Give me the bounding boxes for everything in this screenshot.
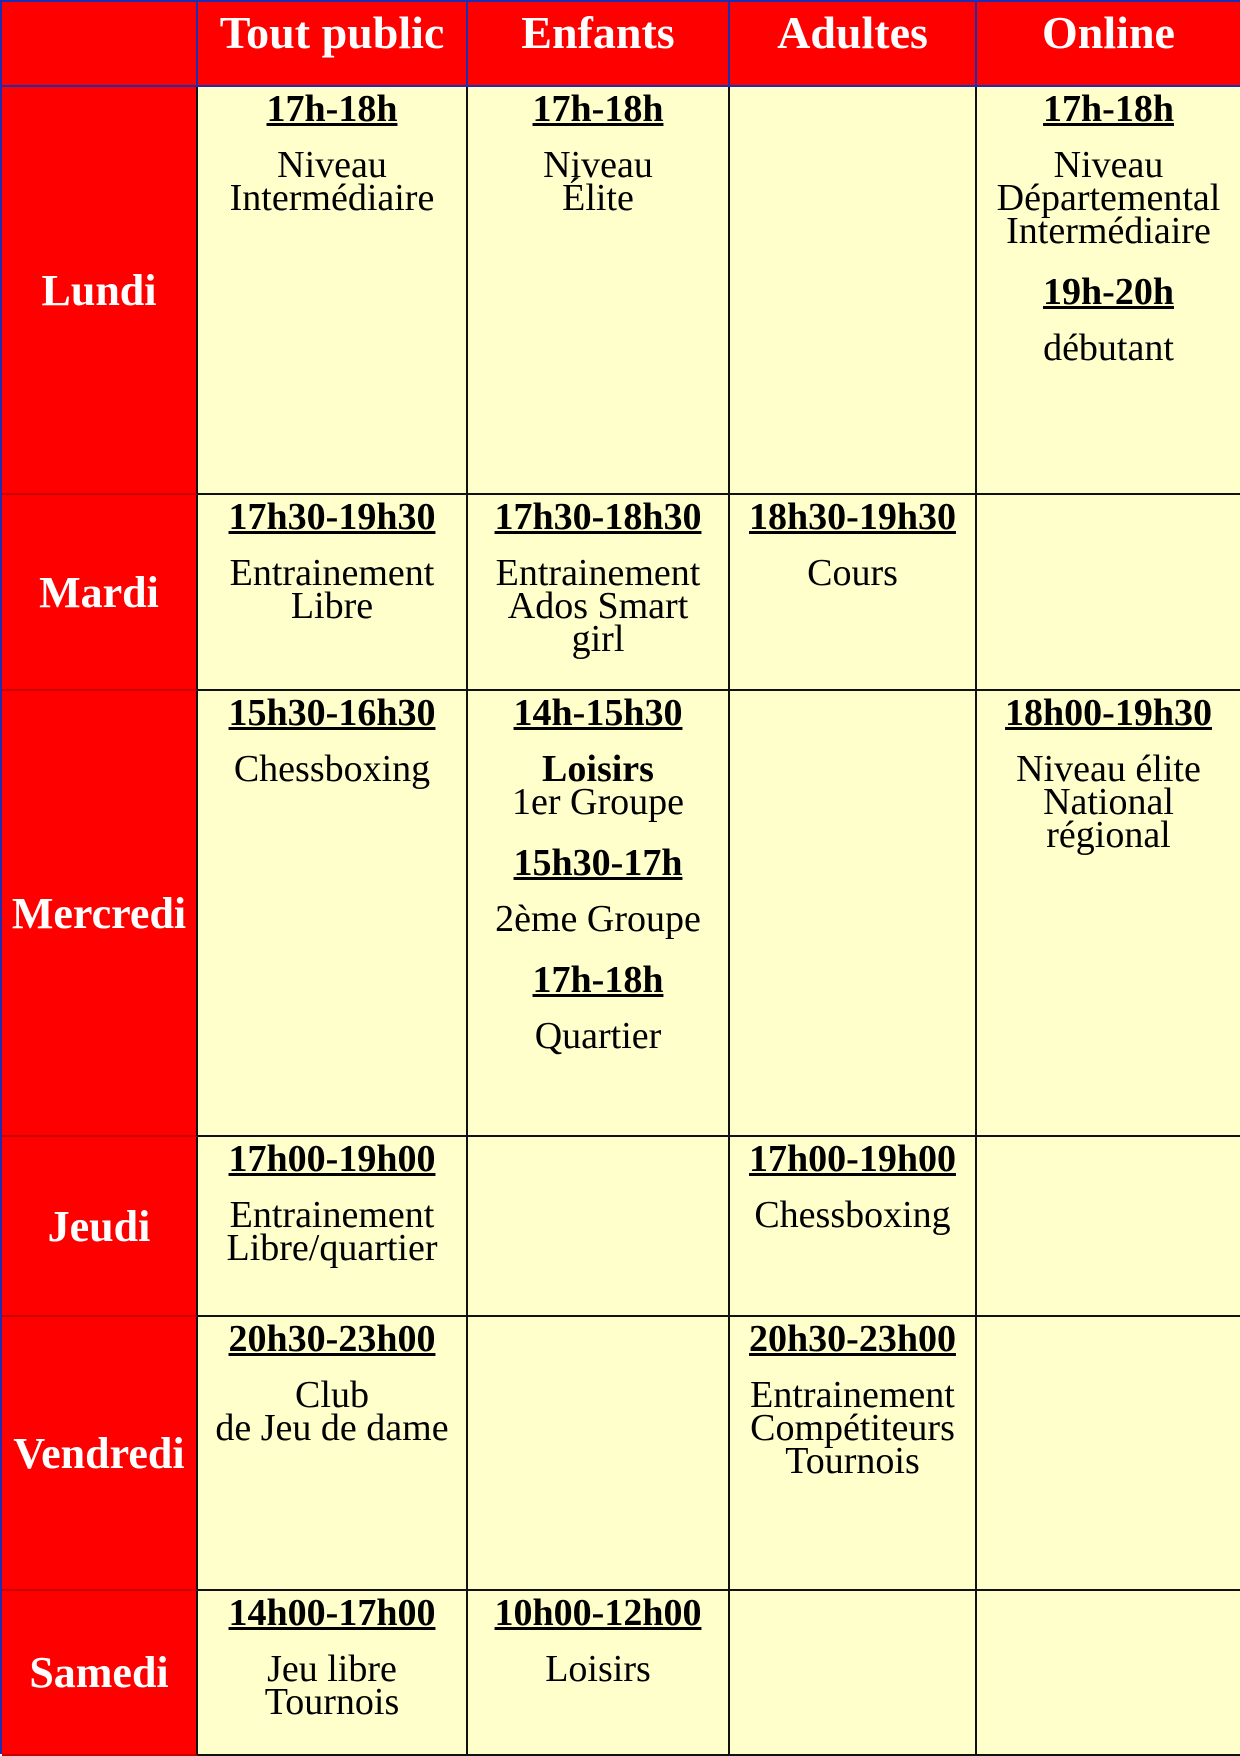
header-enfants: Enfants (468, 2, 730, 87)
slot-line: de Jeu de dame (215, 1407, 449, 1449)
slot-line: débutant (1043, 327, 1174, 369)
cell-lundi-tout-public (198, 87, 468, 495)
slot-description (198, 552, 466, 627)
cell-mercredi-tout-public (198, 691, 468, 1137)
slot-line: girl (571, 618, 625, 660)
slot-line: Élite (562, 177, 634, 219)
slot-time: 17h30-19h30 (228, 496, 436, 538)
slot-description (198, 144, 466, 219)
cell-mardi-tout-public (198, 495, 468, 691)
slot-line: Intermédiaire (229, 177, 435, 219)
slot-time: 20h30-23h00 (228, 1318, 436, 1360)
slot-description (977, 144, 1240, 252)
slot-strong-label: Loisirs (542, 748, 654, 790)
slot-description (468, 552, 728, 660)
cell-jeudi-enfants (468, 1137, 730, 1317)
slot-description (198, 748, 466, 790)
schedule-slot (730, 496, 975, 594)
slot-description (730, 552, 975, 594)
cell-jeudi-tout-public (198, 1137, 468, 1317)
slot-description (468, 748, 728, 823)
slot-line: Niveau élite (1016, 748, 1201, 790)
slot-description (468, 898, 728, 940)
slot-line: Quartier (534, 1015, 662, 1057)
slot-time: 17h00-19h00 (749, 1138, 956, 1180)
schedule-slot (198, 496, 466, 627)
cell-samedi-tout-public (198, 1591, 468, 1756)
slot-description (468, 1648, 728, 1690)
slot-time: 20h30-23h00 (749, 1318, 956, 1360)
cell-vendredi-adultes (730, 1317, 977, 1591)
cell-mercredi-enfants (468, 691, 730, 1137)
slot-description (468, 1015, 728, 1057)
cell-lundi-adultes (730, 87, 977, 495)
slot-time: 17h-18h (532, 88, 664, 130)
cell-vendredi-tout-public (198, 1317, 468, 1591)
slot-line: Compétiteurs (750, 1407, 955, 1449)
slot-time: 17h-18h (532, 959, 664, 1001)
slot-time: 14h-15h30 (513, 692, 683, 734)
slot-line: régional (1046, 814, 1171, 856)
cell-vendredi-enfants (468, 1317, 730, 1591)
schedule-slot (468, 496, 728, 660)
cell-samedi-enfants (468, 1591, 730, 1756)
slot-description (977, 327, 1240, 369)
slot-description (977, 748, 1240, 856)
cell-mardi-online (977, 495, 1240, 691)
slot-time: 14h00-17h00 (228, 1592, 436, 1634)
slot-line: 1er Groupe (512, 781, 684, 823)
day-label-jeudi: Jeudi (2, 1137, 198, 1317)
schedule-slot (198, 88, 466, 219)
slot-line: Loisirs (545, 1648, 651, 1690)
header-tout-public: Tout public (198, 2, 468, 87)
slot-description (198, 1374, 466, 1449)
schedule-slot (468, 959, 728, 1057)
slot-line: Niveau (543, 144, 653, 186)
slot-line: Chessboxing (754, 1194, 951, 1236)
slot-description (198, 1648, 466, 1723)
day-label-vendredi: Vendredi (2, 1317, 198, 1591)
cell-mercredi-online (977, 691, 1240, 1137)
schedule-slot (198, 1318, 466, 1449)
slot-line: Entrainement (229, 552, 435, 594)
day-label-lundi: Lundi (2, 87, 198, 495)
slot-line: Niveau (1053, 144, 1164, 186)
day-label-mardi: Mardi (2, 495, 198, 691)
slot-time: 17h00-19h00 (228, 1138, 436, 1180)
slot-line: Jeu libre (267, 1648, 397, 1690)
cell-samedi-online (977, 1591, 1240, 1756)
slot-description (198, 1194, 466, 1269)
cell-lundi-online (977, 87, 1240, 495)
schedule-slot (468, 88, 728, 219)
cell-jeudi-adultes (730, 1137, 977, 1317)
slot-line: Ados Smart (507, 585, 689, 627)
cell-samedi-adultes (730, 1591, 977, 1756)
header-adultes: Adultes (730, 2, 977, 87)
schedule-slot (977, 271, 1240, 369)
cell-jeudi-online (977, 1137, 1240, 1317)
slot-time: 10h00-12h00 (494, 1592, 702, 1634)
slot-line: National (1043, 781, 1174, 823)
slot-line: Départemental (996, 177, 1221, 219)
cell-vendredi-online (977, 1317, 1240, 1591)
day-label-mercredi: Mercredi (2, 691, 198, 1137)
schedule-slot (977, 88, 1240, 252)
day-label-samedi: Samedi (2, 1591, 198, 1756)
header-corner (2, 2, 198, 87)
slot-description (468, 144, 728, 219)
slot-time: 15h30-16h30 (228, 692, 436, 734)
slot-line: 2ème Groupe (495, 898, 701, 940)
schedule-slot (468, 842, 728, 940)
slot-time: 19h-20h (1043, 271, 1174, 313)
schedule-slot (977, 692, 1240, 856)
slot-line: Entrainement (750, 1374, 955, 1416)
slot-description (730, 1194, 975, 1236)
slot-time: 18h00-19h30 (1005, 692, 1212, 734)
schedule-slot (198, 692, 466, 790)
cell-mardi-enfants (468, 495, 730, 691)
slot-line: Tournois (264, 1681, 400, 1723)
slot-line: Libre/quartier (226, 1227, 438, 1269)
schedule-slot (468, 692, 728, 823)
slot-line: Cours (807, 552, 898, 594)
slot-time: 17h30-18h30 (494, 496, 702, 538)
schedule-slot (198, 1138, 466, 1269)
header-online: Online (977, 2, 1240, 87)
slot-time: 17h-18h (266, 88, 398, 130)
slot-line: Niveau (277, 144, 387, 186)
slot-line: Tournois (785, 1440, 920, 1482)
slot-line: Entrainement (495, 552, 701, 594)
slot-line: Club (295, 1374, 369, 1416)
cell-lundi-enfants (468, 87, 730, 495)
schedule-slot (730, 1138, 975, 1236)
slot-time: 15h30-17h (513, 842, 683, 884)
slot-line: Entrainement (229, 1194, 435, 1236)
slot-description (730, 1374, 975, 1482)
slot-time: 17h-18h (1043, 88, 1174, 130)
slot-time: 18h30-19h30 (749, 496, 956, 538)
slot-line: Chessboxing (233, 748, 431, 790)
cell-mardi-adultes (730, 495, 977, 691)
cell-mercredi-adultes (730, 691, 977, 1137)
slot-line: Libre (290, 585, 374, 627)
schedule-slot (198, 1592, 466, 1723)
schedule-slot (730, 1318, 975, 1482)
schedule-slot (468, 1592, 728, 1690)
slot-line: Intermédiaire (1006, 210, 1211, 252)
